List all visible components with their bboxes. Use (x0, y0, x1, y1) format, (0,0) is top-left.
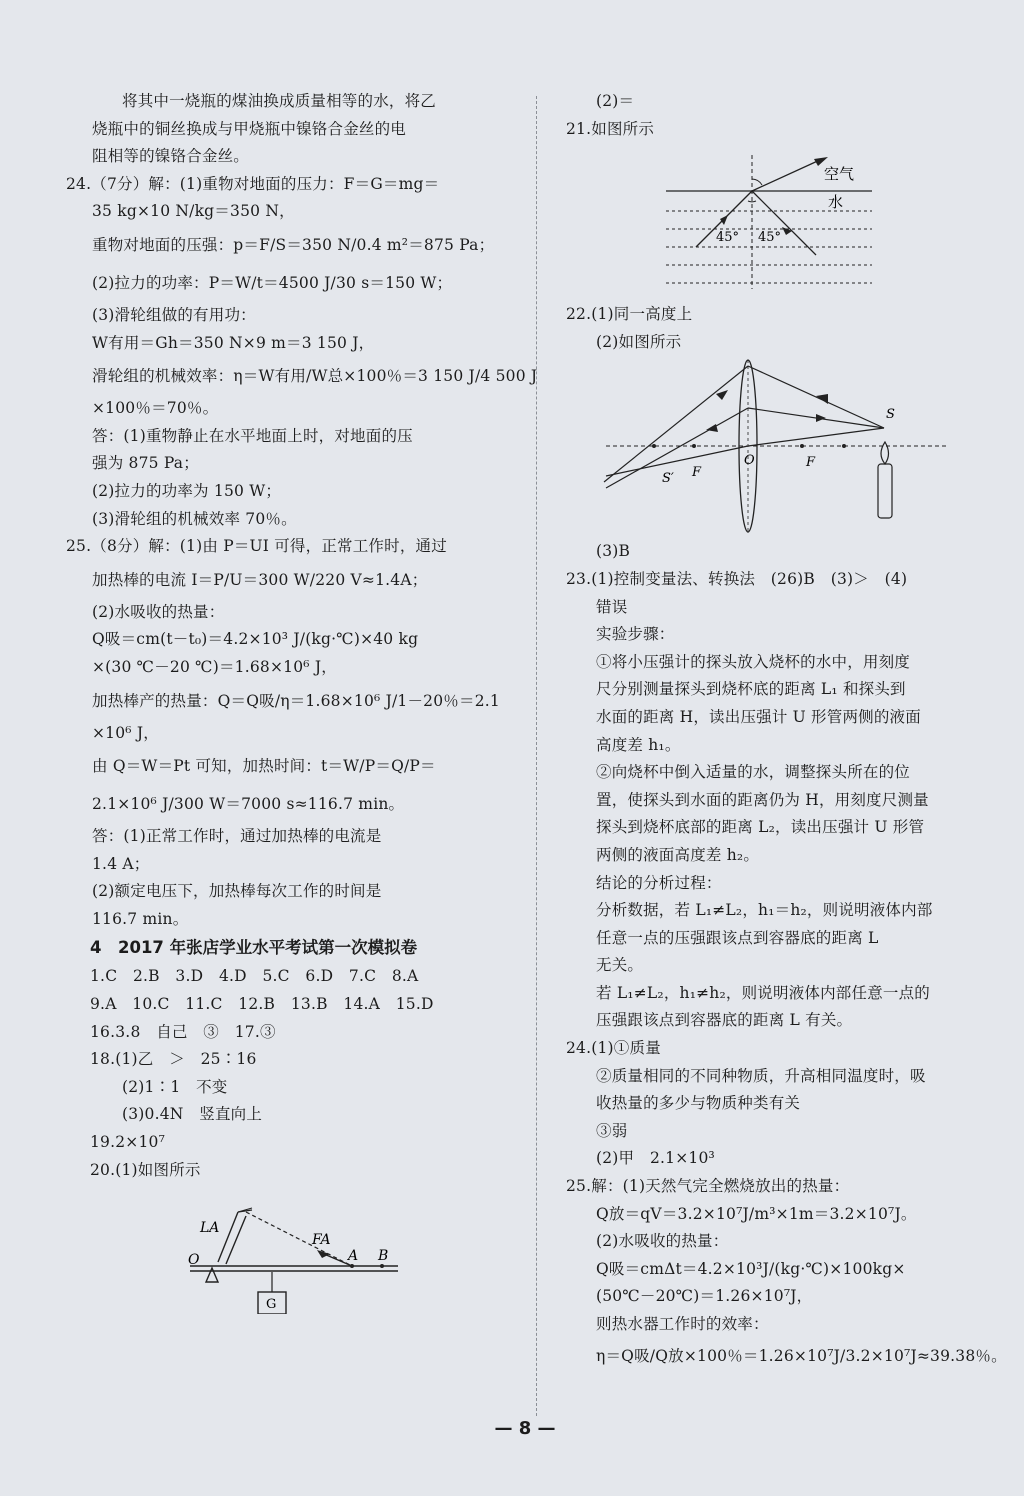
label-air: 空气 (824, 165, 855, 184)
answer-line: ②质量相同的不同种物质，升高相同温度时，吸 (596, 1066, 926, 1085)
formula-line: 重物对地面的压强：p＝F/S＝350 N/0.4 m²＝875 Pa； (92, 235, 495, 254)
formula-line: ×100％＝70％。 (92, 399, 219, 418)
formula-line: Q吸＝cm(t－t₀)＝4.2×10³ J/(kg·℃)×40 kg (92, 630, 419, 649)
answer-line: 收热量的多少与物质种类有关 (596, 1094, 801, 1113)
formula-line: ×10⁶ J， (92, 723, 159, 742)
label-water: 水 (828, 193, 844, 212)
figure-lens (566, 358, 976, 538)
text-line: 阻相等的镍铬合金丝。 (92, 147, 250, 166)
answer-line: 24.(1)①质量 (566, 1039, 661, 1058)
answer-line: 9.A 10.C 11.C 12.B 13.B 14.A 15.D (90, 995, 434, 1014)
answer-line: (2)＝ (596, 92, 635, 110)
answer-line: 25.解：(1)天然气完全燃烧放出的热量： (566, 1177, 850, 1196)
text-line: (2)水吸收的热量： (92, 602, 225, 621)
text-line: 将其中一烧瓶的煤油换成质量相等的水，将乙 (122, 92, 437, 110)
answer-line: 水面的距离 H，读出压强计 U 形管两侧的液面 (596, 707, 921, 726)
label-A: A (348, 1248, 359, 1265)
answer-line: 22.(1)同一高度上 (566, 305, 693, 324)
answer-line: 若 L₁≠L₂，h₁≠h₂，则说明液体内部任意一点的 (596, 983, 931, 1002)
label-F-right: F (806, 455, 816, 471)
answer-line: 任意一点的压强跟该点到容器底的距离 L (596, 928, 879, 947)
answer-line: 错误 (596, 597, 628, 616)
label-angle-left: 45° (716, 230, 740, 246)
answer-line: 分析数据，若 L₁≠L₂，h₁＝h₂，则说明液体内部 (596, 901, 933, 920)
label-O-lens: O (744, 453, 755, 469)
left-column (66, 88, 538, 1314)
text-line: 烧瓶中的铜丝换成与甲烧瓶中镍铬合金丝的电 (92, 119, 407, 138)
formula-line: ×(30 ℃－20 ℃)＝1.68×10⁶ J， (92, 657, 337, 676)
text-line: (2)拉力的功率为 150 W； (92, 481, 282, 500)
formula-line: 2.1×10⁶ J/300 W＝7000 s≈116.7 min。 (92, 795, 405, 814)
page-number: — 8 — (494, 1418, 556, 1439)
answer-line: (50℃－20℃)＝1.26×10⁷J， (596, 1287, 813, 1306)
right-column (566, 88, 1007, 1373)
label-S-prime: S′ (662, 471, 674, 487)
question-24-line: 24.（7分）解：(1)重物对地面的压力：F＝G＝mg＝ (66, 174, 440, 193)
answer-line: Q放＝qV＝3.2×10⁷J/m³×1m＝3.2×10⁷J。 (596, 1204, 917, 1223)
answer-line: 无关。 (596, 956, 644, 975)
answer-line: 23.(1)控制变量法、转换法 (26)B (3)＞ (4) (566, 569, 908, 588)
text-line: 1.4 A； (92, 854, 150, 873)
label-S: S (886, 407, 895, 423)
answer-line: 则热水器工作时的效率： (596, 1315, 769, 1333)
answer-line: 1.C 2.B 3.D 4.D 5.C 6.D 7.C 8.A (90, 967, 419, 986)
answer-line: ②向烧杯中倒入适量的水，调整探头所在的位 (596, 763, 911, 782)
formula-line: 加热棒的电流 I＝P/U＝300 W/220 V≈1.4A； (92, 570, 428, 589)
answer-line: 20.(1)如图所示 (90, 1160, 201, 1179)
label-FA: FA (312, 1232, 331, 1249)
formula-line: 滑轮组的机械效率：η＝W有用/W总×100％＝3 150 J/4 500 J (92, 367, 538, 386)
answer-line: η＝Q吸/Q放×100％＝1.26×10⁷J/3.2×10⁷J≈39.38％。 (596, 1346, 1007, 1365)
answer-line: (2)水吸收的热量： (596, 1232, 729, 1251)
formula-line: 加热棒产的热量：Q＝Q吸/η＝1.68×10⁶ J/1－20％＝2.1 (92, 691, 500, 710)
answer-line: 置，使探头到水面的距离仍为 H，用刻度尺测量 (596, 790, 929, 809)
answer-line: Q吸＝cmΔt＝4.2×10³J/(kg·℃)×100kg× (596, 1259, 906, 1278)
label-F-left: F (692, 465, 702, 481)
text-line: (3)滑轮组的机械效率 70％。 (92, 509, 297, 528)
text-line: (3)滑轮组做的有用功： (92, 305, 256, 324)
answer-line: 两侧的液面高度差 h₂。 (596, 845, 760, 864)
answer-line: (2)1∶1 不变 (122, 1077, 228, 1096)
answer-line: (3)B (596, 542, 631, 561)
text-line: 答：(1)正常工作时，通过加热棒的电流是 (92, 827, 382, 846)
label-G: G (266, 1297, 277, 1313)
text-line: 35 kg×10 N/kg＝350 N， (92, 202, 295, 221)
text-line: 答：(1)重物静止在水平地面上时，对地面的压 (92, 426, 413, 445)
label-LA: LA (200, 1220, 220, 1237)
answer-line: 18.(1)乙 ＞ 25∶16 (90, 1050, 257, 1069)
answer-line: 高度差 h₁。 (596, 735, 681, 754)
formula-line: (2)拉力的功率：P＝W/t＝4500 J/30 s＝150 W； (92, 273, 453, 292)
label-B: B (378, 1248, 389, 1265)
answer-line: ①将小压强计的探头放入烧杯的水中，用刻度 (596, 652, 911, 671)
answer-line: 实验步骤： (596, 625, 675, 644)
question-25-line: 25.（8分）解：(1)由 P＝UI 可得，正常工作时，通过 (66, 537, 447, 556)
figure-refraction (566, 149, 976, 299)
answer-line: 21.如图所示 (566, 119, 655, 138)
column-divider (536, 96, 537, 1416)
text-line: (2)额定电压下，加热棒每次工作的时间是 (92, 882, 382, 901)
answer-line: 16.3.8 自己 ③ 17.③ (90, 1022, 276, 1041)
figure-lever (92, 1184, 512, 1314)
formula-line: 由 Q＝W＝Pt 可知，加热时间：t＝W/P＝Q/P＝ (92, 757, 436, 776)
answer-line: (2)如图所示 (596, 332, 682, 351)
answer-line: (2)甲 2.1×10³ (596, 1149, 715, 1168)
label-angle-right: 45° (758, 230, 782, 246)
answer-line: 尺分别测量探头到烧杯底的距离 L₁ 和探头到 (596, 680, 906, 699)
answer-line: 结论的分析过程： (596, 873, 722, 892)
text-line: 强为 875 Pa； (92, 454, 199, 473)
text-line: 116.7 min。 (92, 909, 189, 928)
label-O: O (188, 1252, 200, 1269)
formula-line: W有用＝Gh＝350 N×9 m＝3 150 J， (92, 333, 375, 352)
answer-line: 探头到烧杯底部的距离 L₂，读出压强计 U 形管 (596, 818, 925, 837)
answer-line: (3)0.4N 竖直向上 (122, 1105, 263, 1124)
section-heading: 4 2017 年张店学业水平考试第一次模拟卷 (90, 938, 418, 958)
answer-line: 19.2×10⁷ (90, 1133, 166, 1152)
answer-line: 压强跟该点到容器底的距离 L 有关。 (596, 1011, 853, 1030)
answer-line: ③弱 (596, 1121, 628, 1140)
